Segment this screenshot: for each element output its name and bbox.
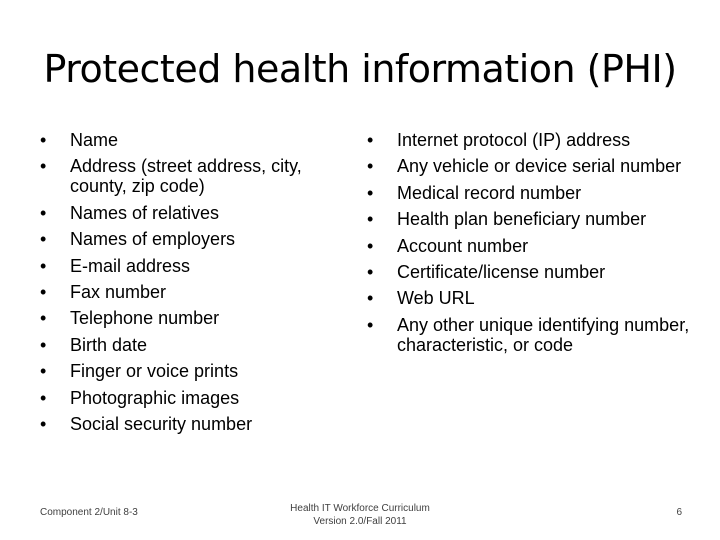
bullet-icon: • (367, 261, 374, 282)
list-item (40, 361, 350, 381)
footer-curriculum (260, 502, 460, 528)
footer-version: Version 2.0/Fall 2011 (313, 516, 407, 527)
left-bullet-list (40, 130, 350, 440)
bullet-icon: • (40, 308, 47, 329)
list-item (40, 130, 350, 150)
list-item (367, 209, 702, 229)
bullet-icon: • (40, 413, 47, 434)
list-item (367, 315, 702, 355)
list-item-text: Health plan beneficiary number (397, 209, 647, 230)
slide-title: Protected health information (PHI) (43, 47, 677, 91)
list-item-text: Birth date (70, 334, 148, 355)
list-item-text: Fax number (70, 281, 167, 302)
list-item-text: Address (street address, city, county, zip code) (70, 156, 302, 197)
list-item (367, 288, 702, 308)
bullet-icon: • (367, 235, 374, 256)
bullet-icon: • (367, 209, 374, 230)
list-item-text: Web URL (397, 288, 475, 309)
page-number: 6 (676, 507, 682, 518)
list-item (40, 156, 350, 196)
bullet-icon: • (40, 361, 47, 382)
bullet-icon: • (367, 314, 374, 335)
bullet-icon: • (40, 387, 47, 408)
list-item-text: Internet protocol (IP) address (397, 130, 631, 150)
bullet-icon: • (40, 156, 47, 177)
bullet-icon: • (40, 281, 47, 302)
list-item-text: E-mail address (70, 255, 191, 276)
list-item-text: Names of relatives (70, 202, 220, 223)
list-item-text: Certificate/license number (397, 261, 606, 282)
list-item-text: Telephone number (70, 308, 220, 329)
bullet-icon: • (40, 202, 47, 223)
list-item-text: Any vehicle or device serial number (397, 156, 682, 177)
list-item (40, 229, 350, 249)
list-item (40, 308, 350, 328)
bullet-icon: • (40, 334, 47, 355)
footer-component-label: Component 2/Unit 8-3 (40, 507, 138, 518)
list-item-text: Any other unique identifying number, characteristic, or code (397, 314, 690, 355)
list-item (367, 236, 702, 256)
bullet-icon: • (367, 182, 374, 203)
list-item (40, 335, 350, 355)
list-item (367, 156, 702, 176)
right-bullet-list (367, 130, 702, 361)
list-item-text: Social security number (70, 413, 253, 434)
bullet-icon: • (40, 255, 47, 276)
bullet-icon: • (40, 130, 47, 150)
list-item-text: Account number (397, 235, 529, 256)
list-item-text: Photographic images (70, 387, 240, 408)
footer-curriculum-title: Health IT Workforce Curriculum (290, 503, 430, 514)
bullet-icon: • (40, 229, 47, 250)
list-item (40, 388, 350, 408)
list-item (40, 203, 350, 223)
list-item-text: Finger or voice prints (70, 361, 239, 382)
bullet-icon: • (367, 156, 374, 177)
list-item-text: Names of employers (70, 229, 236, 250)
bullet-icon: • (367, 288, 374, 309)
list-item (367, 183, 702, 203)
list-item-text: Medical record number (397, 182, 582, 203)
list-item (40, 282, 350, 302)
bullet-icon: • (367, 130, 374, 150)
list-item (40, 256, 350, 276)
list-item (367, 262, 702, 282)
list-item (367, 130, 702, 150)
list-item (40, 414, 350, 434)
list-item-text: Name (70, 130, 119, 150)
